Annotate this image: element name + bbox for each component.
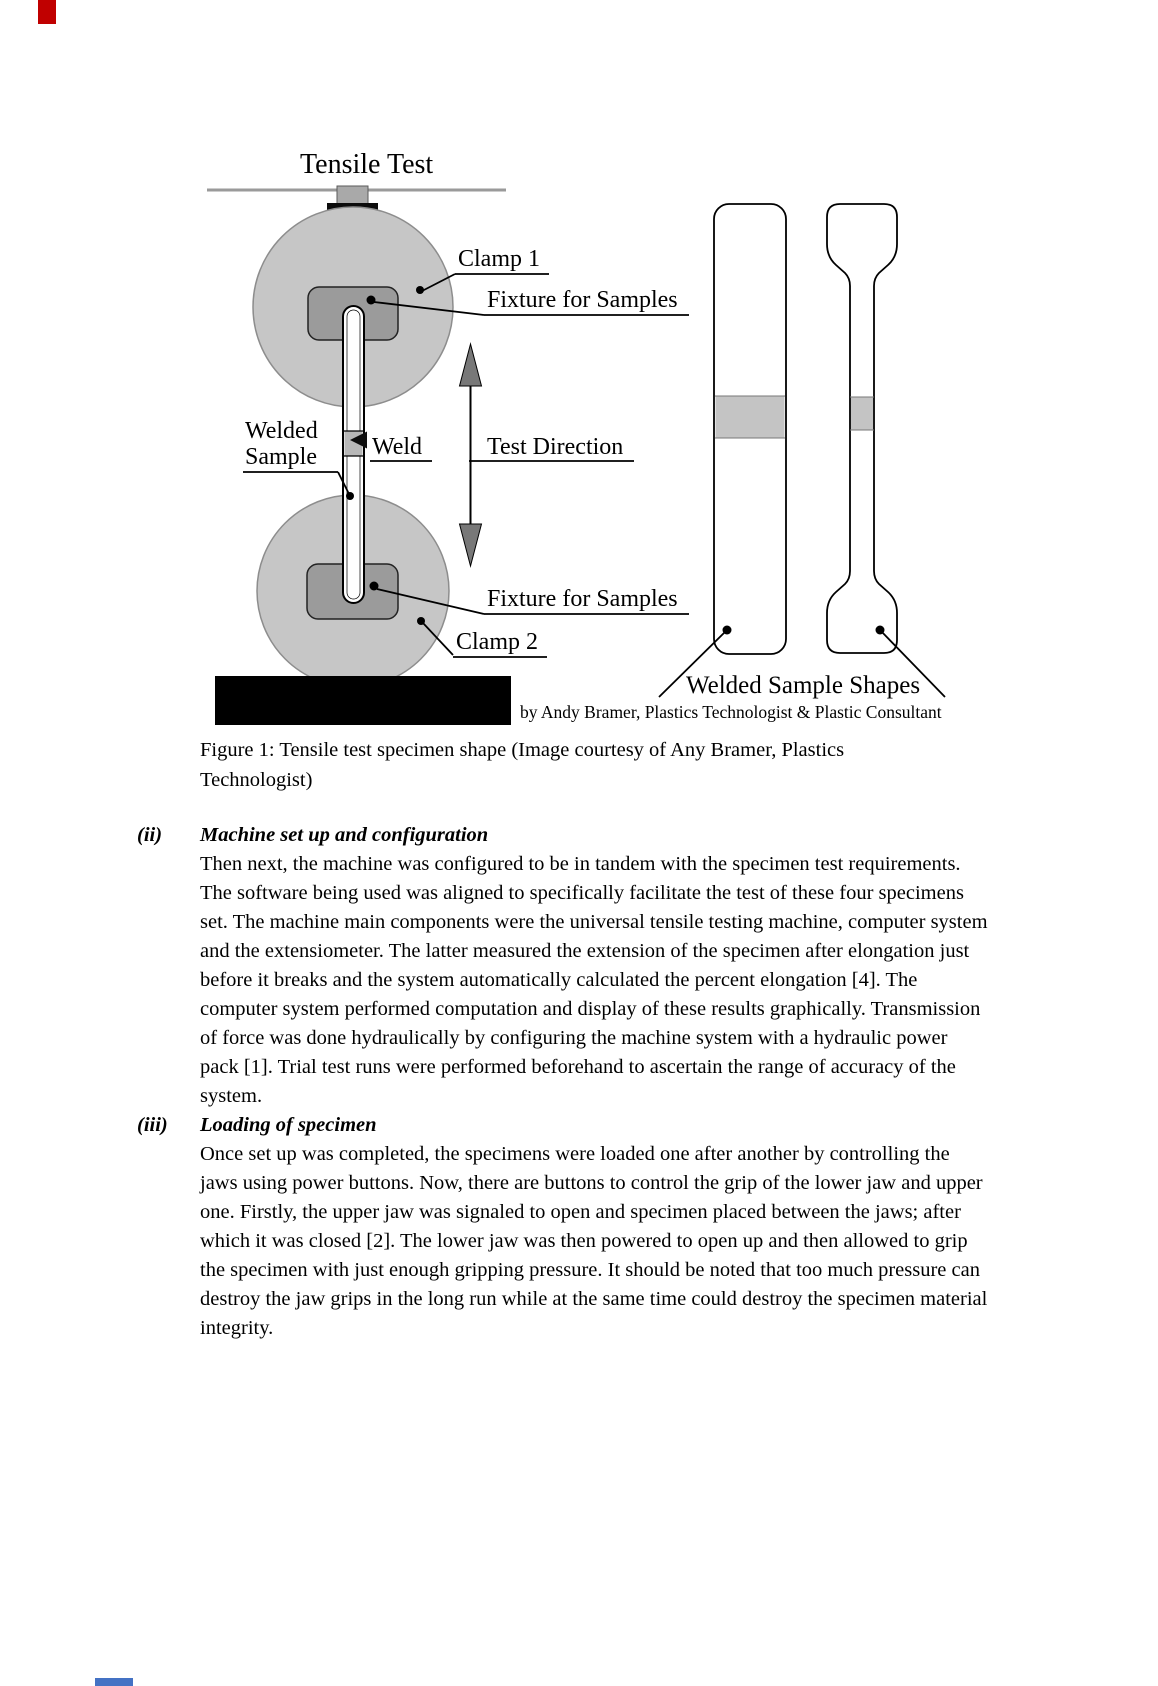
label-fixture-bottom-dot bbox=[370, 582, 379, 591]
machine-base bbox=[215, 676, 511, 725]
specimen-shape-dogbone-weld-band bbox=[851, 397, 873, 430]
label-clamp-2-dot bbox=[417, 617, 425, 625]
label-clamp-1: Clamp 1 bbox=[458, 246, 540, 272]
label-welded-sample-line1: Welded bbox=[245, 418, 318, 444]
label-welded-sample-line2: Sample bbox=[245, 444, 317, 470]
figure-1-tensile-test-diagram bbox=[0, 0, 1158, 730]
test-direction-arrow-down-icon bbox=[460, 524, 482, 566]
specimen-shape-straight-weld-band bbox=[716, 396, 785, 438]
diagram-title: Tensile Test bbox=[300, 149, 434, 180]
diagram-credit: by Andy Bramer, Plastics Technologist & Plastic Consultant bbox=[520, 702, 942, 722]
label-clamp-2: Clamp 2 bbox=[456, 629, 538, 655]
bottom-left-blue-marker bbox=[95, 1678, 133, 1686]
label-weld: Weld bbox=[372, 434, 423, 460]
figure-caption: Figure 1: Tensile test specimen shape (Image courtesy of Any Bramer, Plastics Technologist) bbox=[200, 739, 845, 791]
label-test-direction: Test Direction bbox=[487, 434, 624, 460]
label-fixture-bottom: Fixture for Samples bbox=[487, 586, 678, 612]
label-welded-sample-dot bbox=[346, 492, 354, 500]
section-content bbox=[200, 821, 990, 1111]
label-fixture-top: Fixture for Samples bbox=[487, 287, 678, 313]
section-loading-specimen bbox=[137, 1111, 990, 1343]
section-marker: (ii) bbox=[137, 824, 163, 846]
section-marker: (iii) bbox=[137, 1114, 168, 1136]
label-clamp-1-dot bbox=[416, 286, 424, 294]
section-content bbox=[200, 1111, 990, 1343]
section-heading: Loading of specimen bbox=[200, 1114, 377, 1136]
section-body: Once set up was completed, the specimens were loaded one after another by controlling the jaws using power buttons. Now, there are buttons to control the grip of the lower jaw and upper one. Firstly, the upper jaw was signaled to open and specimen placed between the jaws; after which it was closed [2]. The lower jaw was then powered to open up and then allowed to grip the specimen with just enough gripping pressure. It should be noted that too much pressure can destroy the jaw grips in the long run while at the same time could destroy the specimen material integrity. bbox=[200, 1143, 988, 1339]
section-machine-setup bbox=[137, 821, 990, 1111]
section-body: Then next, the machine was configured to be in tandem with the specimen test requirements. The software being used was aligned to specifically facilitate the test of these four specimens set. The machine main components were the universal tensile testing machine, computer system and the extensiometer. The latter measured the extension of the specimen after elongation just before it breaks and the system automatically calculated the percent elongation [4]. The computer system performed computation and display of these results graphically. Transmission of force was done hydraulically by configuring the machine system with a hydraulic power pack [1]. Trial test runs were performed beforehand to ascertain the range of accuracy of the system. bbox=[200, 853, 988, 1107]
label-fixture-top-dot bbox=[367, 296, 376, 305]
test-direction-arrow-up-icon bbox=[460, 344, 482, 386]
label-welded-sample-shapes: Welded Sample Shapes bbox=[686, 672, 921, 699]
section-heading: Machine set up and configuration bbox=[200, 824, 489, 846]
